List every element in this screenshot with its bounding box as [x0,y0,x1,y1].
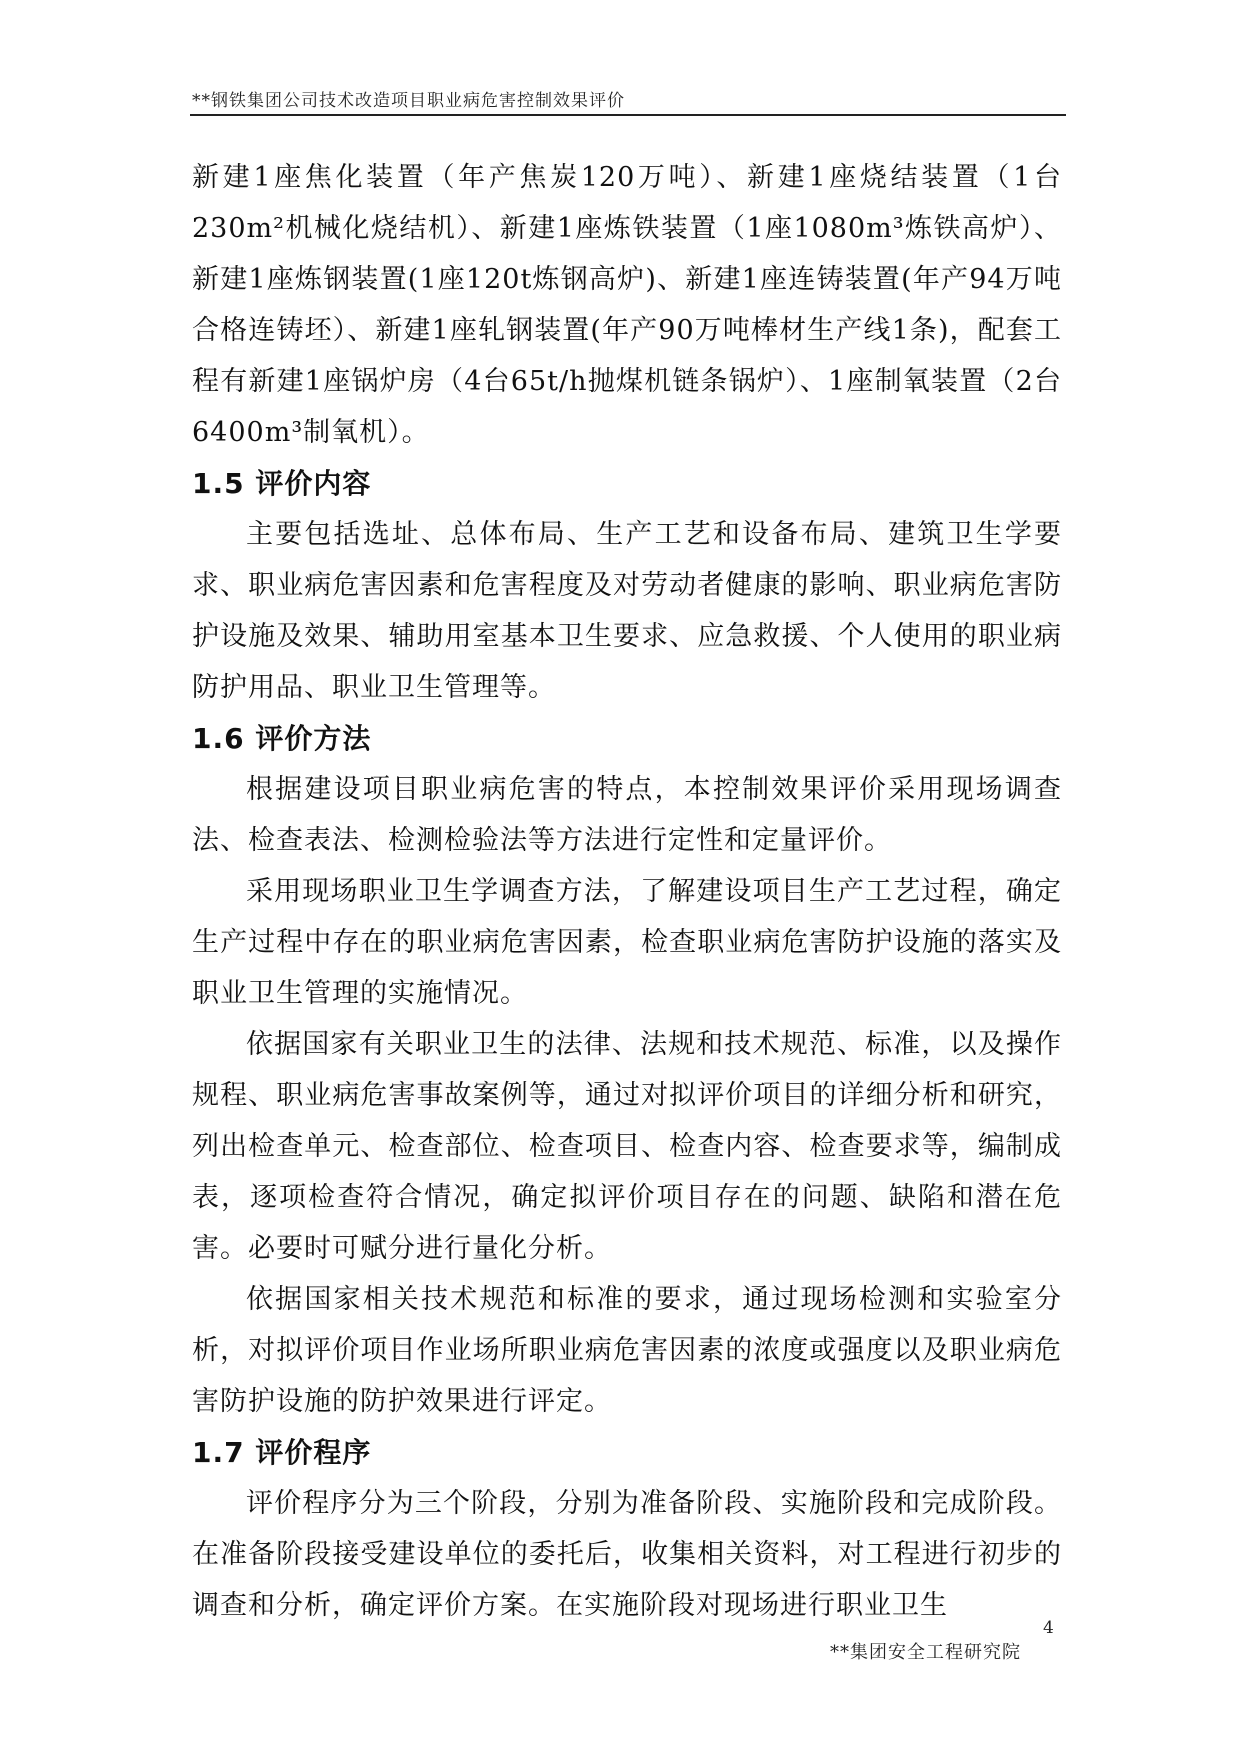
page-number: 4 [1043,1618,1054,1638]
section-1-6-paragraph-4: 依据国家相关技术规范和标准的要求，通过现场检测和实验室分析，对拟评价项目作业场所职业病危害因素的浓度或强度以及职业病危害防护设施的防护效果进行评定。 [192,1284,1062,1417]
running-header: **钢铁集团公司技术改造项目职业病危害控制效果评价 [192,91,625,111]
document-body [192,152,1062,1631]
section-heading-1-6: 1.6 评价方法 [192,722,372,755]
intro-paragraph: 新建1座焦化装置（年产焦炭120万吨）、新建1座烧结装置（1台230m²机械化烧结机）、新建1座炼铁装置（1座1080m³炼铁高炉）、新建1座炼钢装置(1座120t炼钢高炉)、新建1座连铸装置(年产94万吨合格连铸坯）、新建1座轧钢装置(年产90万吨棒材生产线1条)，配套工程有新建1座锅炉房（4台65t/h抛煤机链条锅炉）、1座制氧装置（2台6400m³制氧机）。 [192,162,1062,448]
section-1-6-paragraph-3: 依据国家有关职业卫生的法律、法规和技术规范、标准，以及操作规程、职业病危害事故案例等，通过对拟评价项目的详细分析和研究，列出检查单元、检查部位、检查项目、检查内容、检查要求等，编制成表，逐项检查符合情况，确定拟评价项目存在的问题、缺陷和潜在危害。必要时可赋分进行量化分析。 [192,1029,1062,1264]
section-1-5-paragraph-1: 主要包括选址、总体布局、生产工艺和设备布局、建筑卫生学要求、职业病危害因素和危害程度及对劳动者健康的影响、职业病危害防护设施及效果、辅助用室基本卫生要求、应急救援、个人使用的职业病防护用品、职业卫生管理等。 [192,519,1062,703]
section-1-6-paragraph-1: 根据建设项目职业病危害的特点，本控制效果评价采用现场调查法、检查表法、检测检验法等方法进行定性和定量评价。 [192,774,1062,856]
header-divider [190,114,1066,116]
footer-organization: **集团安全工程研究院 [830,1642,1021,1663]
section-heading-1-5: 1.5 评价内容 [192,467,372,500]
section-1-7-paragraph-1: 评价程序分为三个阶段，分别为准备阶段、实施阶段和完成阶段。在准备阶段接受建设单位的委托后，收集相关资料，对工程进行初步的调查和分析，确定评价方案。在实施阶段对现场进行职业卫生 [192,1488,1062,1621]
section-1-6-paragraph-2: 采用现场职业卫生学调查方法，了解建设项目生产工艺过程，确定生产过程中存在的职业病危害因素，检查职业病危害防护设施的落实及职业卫生管理的实施情况。 [192,876,1062,1009]
section-heading-1-7: 1.7 评价程序 [192,1436,372,1469]
